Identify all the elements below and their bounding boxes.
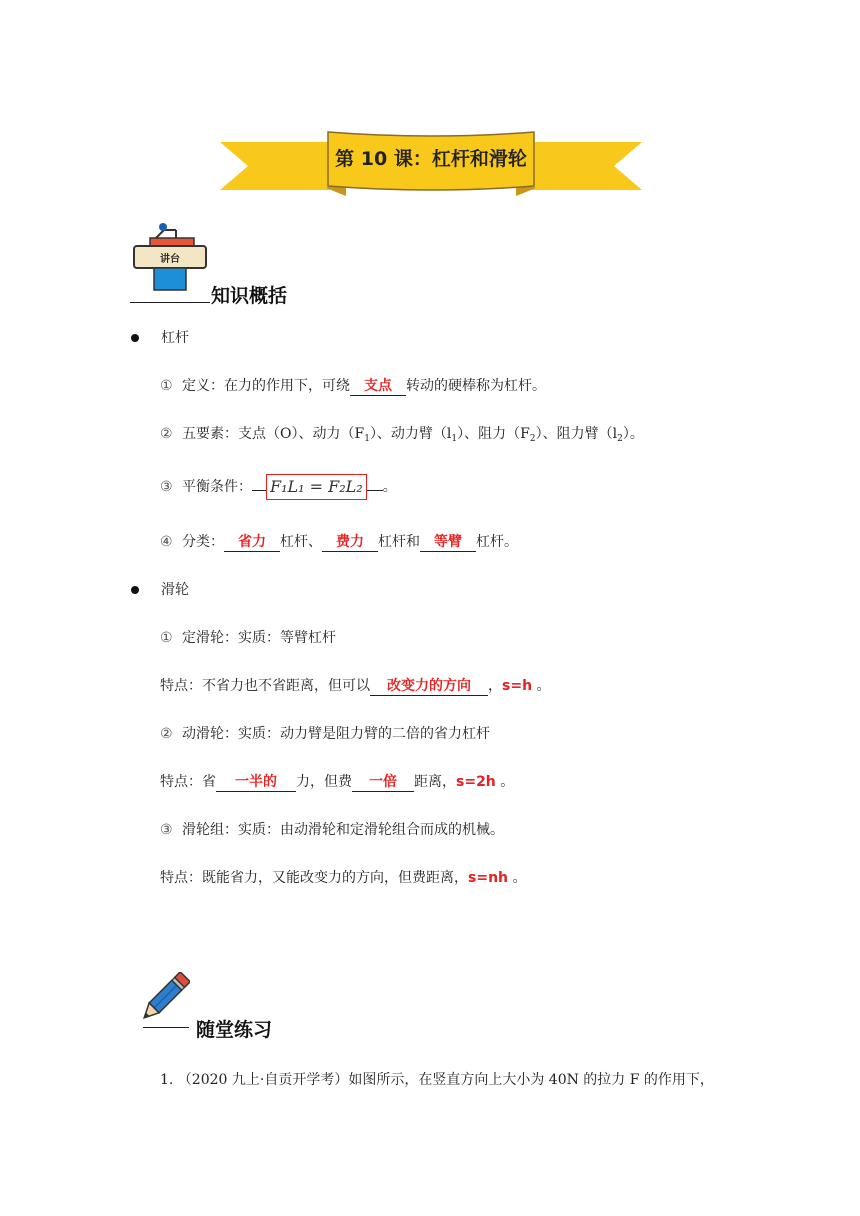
pulley-label: 滑轮 (161, 582, 189, 598)
answer-equal-arm: 等臂 (434, 534, 462, 550)
section-title-knowledge: 知识概括 (211, 285, 288, 307)
answer-force-costing: 费力 (336, 534, 364, 550)
lever-five-elements: ② 五要素：支点（O）、动力$(F_1)$、动力臂$(l_1)$、阻力$(F_2)$、阻力臂$(l_2)$。 (160, 426, 644, 444)
answer-half: 一半的 (235, 774, 277, 790)
banner-title: 第 10 课：杠杆和滑轮 (335, 148, 527, 170)
heading-underline (143, 1027, 189, 1028)
lever-balance-condition: ③ 平衡条件： F₁L₁ = F₂L₂ 。 (160, 474, 397, 500)
title-banner (218, 128, 644, 200)
podium-label: 讲台 (160, 254, 180, 265)
answer-fulcrum: 支点 (364, 378, 392, 394)
answer-change-direction: 改变力的方向 (387, 678, 471, 694)
pulley-block: ③ 滑轮组：实质：由动滑轮和定滑轮组合而成的机械。 (160, 822, 504, 838)
fixed-pulley-feature: 特点：不省力也不省距离，但可以 改变力的方向 ，s=h 。 (160, 678, 551, 694)
movable-pulley: ② 动滑轮：实质：动力臂是阻力臂的二倍的省力杠杆 (160, 726, 490, 742)
bullet-dot (131, 586, 139, 594)
lever-classification: ④ 分类： 省力 杠杆、 费力 杠杆和 等臂 杠杆。 (160, 534, 518, 550)
movable-pulley-feature: 特点：省 一半的 力，但费 一倍 距离，s=2h 。 (160, 774, 515, 790)
lever-label: 杠杆 (161, 330, 189, 346)
bullet-dot (131, 334, 139, 342)
question-1: 1. （2020 九上·自贡开学考）如图所示，在竖直方向上大小为 40N 的拉力 F 的作用下， (160, 1072, 714, 1088)
fixed-pulley: ① 定滑轮：实质：等臂杠杆 (160, 630, 336, 646)
pulley-block-feature: 特点：既能省力，又能改变力的方向，但费距离，s=nh 。 (160, 870, 527, 886)
answer-double: 一倍 (369, 774, 397, 790)
podium-icon (132, 220, 208, 292)
answer-force-saving: 省力 (238, 534, 266, 550)
heading-underline (130, 302, 210, 303)
balance-formula: F₁L₁ = F₂L₂ (266, 474, 367, 500)
pencil-icon (138, 972, 190, 1024)
section-title-practice: 随堂练习 (196, 1019, 273, 1041)
lever-definition: ① 定义：在力的作用下，可绕 支点 转动的硬棒称为杠杆。 (160, 378, 546, 394)
